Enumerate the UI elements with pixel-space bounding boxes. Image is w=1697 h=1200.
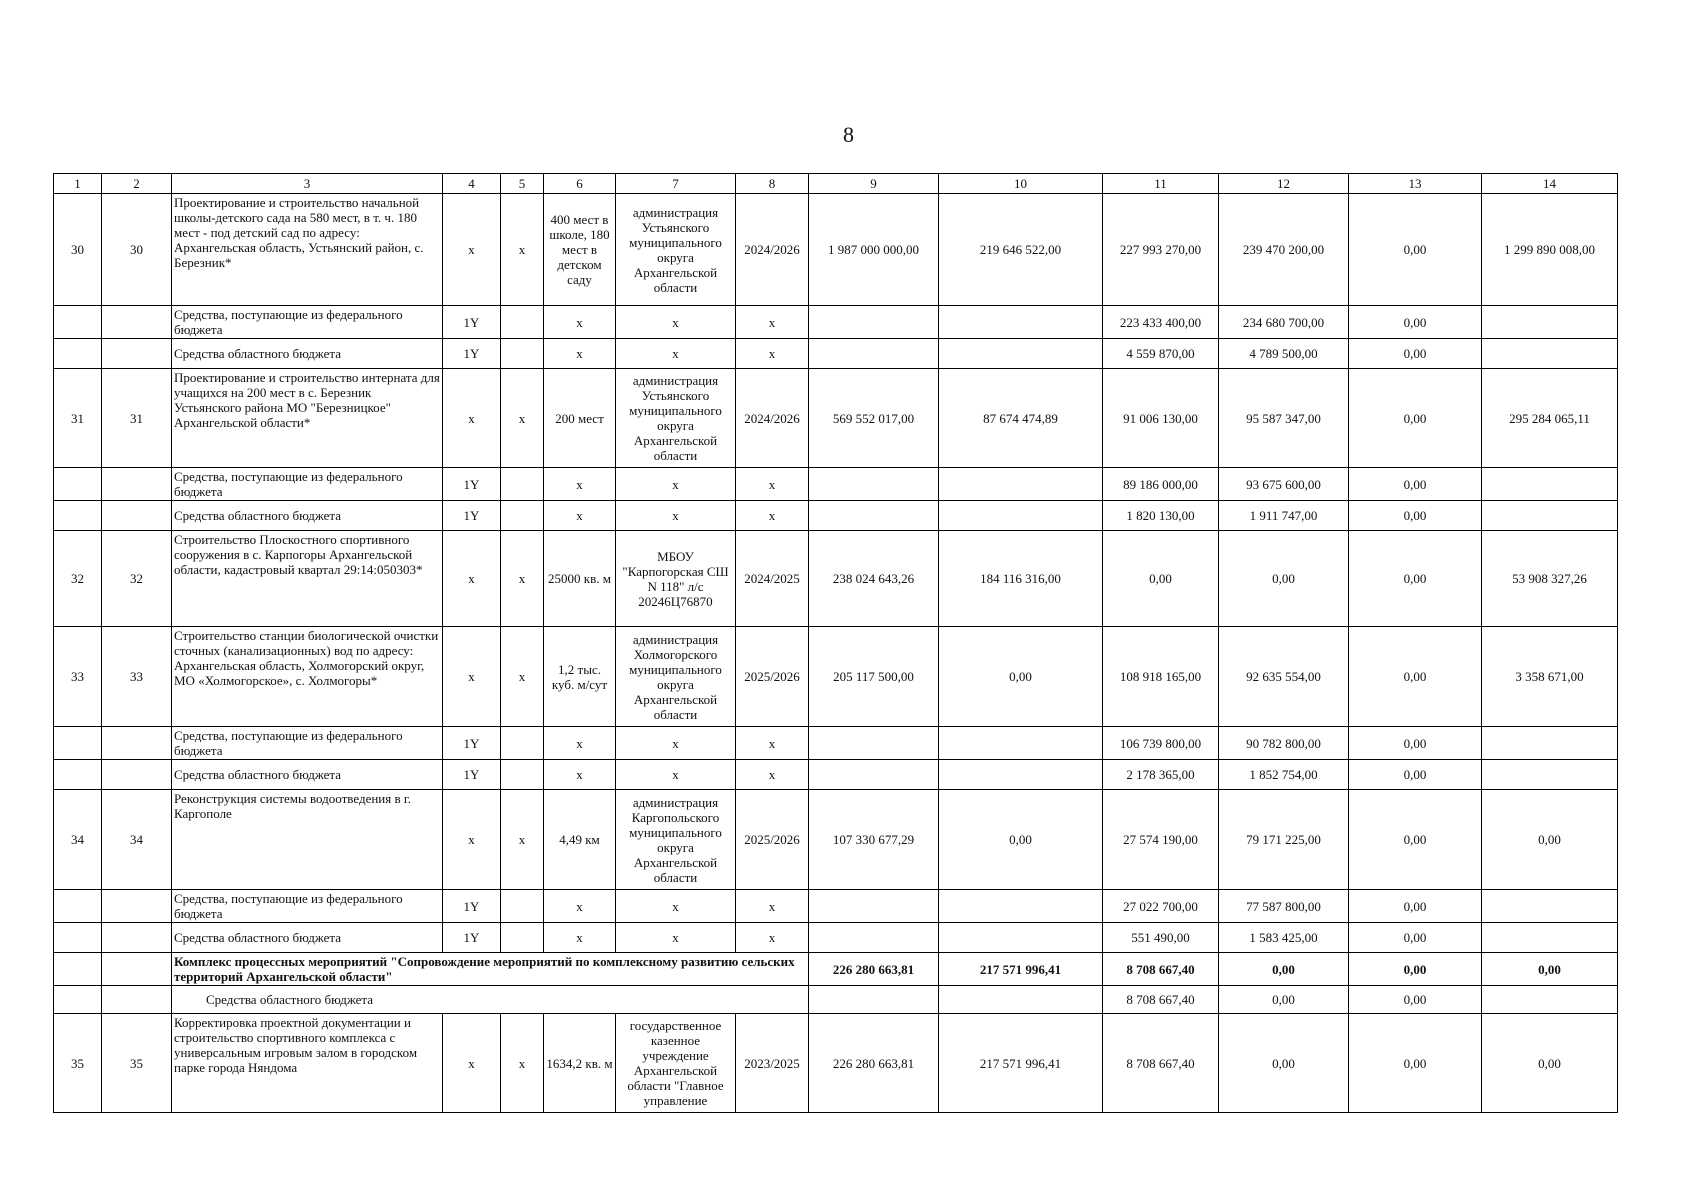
cell-col-12: 4 789 500,00 [1219, 339, 1349, 369]
cell-col-5: х [501, 531, 544, 627]
cell-col-5: х [501, 627, 544, 727]
cell-col-14 [1482, 339, 1618, 369]
cell-col-7: государственное казенное учреждение Архангельской области "Главное управление [616, 1014, 736, 1113]
cell-col-14: 295 284 065,11 [1482, 369, 1618, 468]
cell-col-11: 2 178 365,00 [1103, 760, 1219, 790]
cell-col-4: 1Y [443, 306, 501, 339]
cell-col-12: 90 782 800,00 [1219, 727, 1349, 760]
funding-source-row [54, 760, 1618, 790]
cell-col-5: х [501, 194, 544, 306]
cell-col-10: 184 116 316,00 [939, 531, 1103, 627]
cell-col-1 [54, 501, 102, 531]
cell-col-10 [939, 760, 1103, 790]
table-row [54, 627, 1618, 727]
cell-col-13: 0,00 [1349, 890, 1482, 923]
cell-col-3: Средства, поступающие из федерального бюджета [172, 468, 443, 501]
cell-col-13: 0,00 [1349, 953, 1482, 986]
cell-col-10 [939, 501, 1103, 531]
cell-col-4: х [443, 627, 501, 727]
cell-col-3: Корректировка проектной документации и строительство спортивного комплекса с универсальным игровым залом в городском парке города Няндома [172, 1014, 443, 1113]
cell-col-7: х [616, 923, 736, 953]
cell-col-2 [102, 760, 172, 790]
cell-col-2: 35 [102, 1014, 172, 1113]
cell-col-11: 91 006 130,00 [1103, 369, 1219, 468]
cell-col-3: Средства областного бюджета [172, 760, 443, 790]
cell-col-2: 33 [102, 627, 172, 727]
page-number: 8 [843, 122, 854, 147]
cell-col-14 [1482, 986, 1618, 1014]
cell-col-1: 32 [54, 531, 102, 627]
cell-col-9 [809, 306, 939, 339]
cell-col-3: Средства областного бюджета [172, 923, 443, 953]
cell-col-7: х [616, 760, 736, 790]
cell-col-1 [54, 306, 102, 339]
cell-col-8: 2025/2026 [736, 790, 809, 890]
cell-col-13: 0,00 [1349, 339, 1482, 369]
cell-col-11: 8 708 667,40 [1103, 986, 1219, 1014]
cell-col-9 [809, 468, 939, 501]
column-header-10: 10 [939, 174, 1103, 194]
cell-col-5 [501, 923, 544, 953]
cell-col-13: 0,00 [1349, 627, 1482, 727]
cell-col-14 [1482, 468, 1618, 501]
cell-col-14 [1482, 727, 1618, 760]
cell-col-10 [939, 468, 1103, 501]
cell-col-14 [1482, 923, 1618, 953]
cell-col-4: х [443, 531, 501, 627]
cell-col-8: х [736, 727, 809, 760]
column-header-14: 14 [1482, 174, 1618, 194]
cell-col-3: Строительство Плоскостного спортивного сооружения в с. Карпогоры Архангельской области, кадастровый квартал 29:14:050303* [172, 531, 443, 627]
cell-col-13: 0,00 [1349, 727, 1482, 760]
cell-col-2 [102, 306, 172, 339]
cell-col-8: 2023/2025 [736, 1014, 809, 1113]
cell-col-13: 0,00 [1349, 760, 1482, 790]
cell-col-2: 30 [102, 194, 172, 306]
cell-col-11: 4 559 870,00 [1103, 339, 1219, 369]
cell-col-1 [54, 986, 102, 1014]
cell-col-4: 1Y [443, 923, 501, 953]
cell-col-12: 1 583 425,00 [1219, 923, 1349, 953]
cell-col-2: 31 [102, 369, 172, 468]
cell-col-1 [54, 727, 102, 760]
cell-col-3: Средства областного бюджета [172, 501, 443, 531]
cell-col-10: 0,00 [939, 627, 1103, 727]
funding-source-row [54, 468, 1618, 501]
cell-col-10: 219 646 522,00 [939, 194, 1103, 306]
cell-col-8: х [736, 923, 809, 953]
cell-col-7: МБОУ "Карпогорская СШ N 118" л/с 20246Ц76870 [616, 531, 736, 627]
cell-col-3: Проектирование и строительство интерната для учащихся на 200 мест в с. Березник Устьянского района МО "Березницкое" Архангельской области* [172, 369, 443, 468]
cell-col-13: 0,00 [1349, 986, 1482, 1014]
cell-col-9 [809, 760, 939, 790]
cell-col-13: 0,00 [1349, 306, 1482, 339]
cell-col-1: 30 [54, 194, 102, 306]
cell-col-8: 2025/2026 [736, 627, 809, 727]
cell-col-12: 0,00 [1219, 953, 1349, 986]
cell-col-2 [102, 501, 172, 531]
cell-col-6: х [544, 306, 616, 339]
cell-col-6: х [544, 501, 616, 531]
cell-col-12: 0,00 [1219, 1014, 1349, 1113]
cell-col-14: 0,00 [1482, 1014, 1618, 1113]
cell-col-1 [54, 760, 102, 790]
column-header-3: 3 [172, 174, 443, 194]
cell-col-6: х [544, 727, 616, 760]
cell-col-8: х [736, 501, 809, 531]
cell-col-6: 1634,2 кв. м [544, 1014, 616, 1113]
cell-col-14 [1482, 306, 1618, 339]
cell-col-7: х [616, 339, 736, 369]
cell-col-14 [1482, 890, 1618, 923]
cell-col-11: 8 708 667,40 [1103, 953, 1219, 986]
cell-col-9: 226 280 663,81 [809, 953, 939, 986]
cell-col-14: 0,00 [1482, 953, 1618, 986]
funding-source-row [54, 890, 1618, 923]
cell-col-4: х [443, 194, 501, 306]
cell-col-10: 87 674 474,89 [939, 369, 1103, 468]
cell-col-4: х [443, 369, 501, 468]
column-header-7: 7 [616, 174, 736, 194]
cell-col-12: 234 680 700,00 [1219, 306, 1349, 339]
column-header-2: 2 [102, 174, 172, 194]
cell-col-2 [102, 727, 172, 760]
table-header-row [54, 174, 1618, 194]
complex-title: Комплекс процессных мероприятий "Сопровождение мероприятий по комплексному развитию сельских территорий Архангельской области" [172, 953, 809, 986]
cell-col-7: х [616, 727, 736, 760]
cell-col-2: 32 [102, 531, 172, 627]
cell-col-14 [1482, 501, 1618, 531]
cell-col-11: 551 490,00 [1103, 923, 1219, 953]
column-header-13: 13 [1349, 174, 1482, 194]
cell-col-14: 3 358 671,00 [1482, 627, 1618, 727]
cell-col-3: Средства областного бюджета [172, 339, 443, 369]
cell-col-11: 0,00 [1103, 531, 1219, 627]
cell-col-10 [939, 339, 1103, 369]
cell-col-9 [809, 890, 939, 923]
cell-col-7: х [616, 890, 736, 923]
cell-col-3: Строительство станции биологической очистки сточных (канализационных) вод по адресу: Архангельская область, Холмогорский округ, МО «Холмогорское», с. Холмогоры* [172, 627, 443, 727]
cell-col-7: х [616, 501, 736, 531]
cell-col-10: 0,00 [939, 790, 1103, 890]
funding-source-row [54, 306, 1618, 339]
cell-col-12: 1 852 754,00 [1219, 760, 1349, 790]
cell-col-1: 31 [54, 369, 102, 468]
cell-col-5 [501, 468, 544, 501]
cell-col-6: х [544, 890, 616, 923]
cell-col-13: 0,00 [1349, 501, 1482, 531]
cell-col-5: х [501, 790, 544, 890]
cell-col-3: Средства, поступающие из федерального бюджета [172, 727, 443, 760]
cell-col-12: 92 635 554,00 [1219, 627, 1349, 727]
cell-col-1 [54, 339, 102, 369]
cell-col-4: х [443, 1014, 501, 1113]
cell-col-4: 1Y [443, 727, 501, 760]
cell-col-9 [809, 501, 939, 531]
cell-col-9 [809, 986, 939, 1014]
cell-col-8: 2024/2026 [736, 369, 809, 468]
cell-col-9: 569 552 017,00 [809, 369, 939, 468]
cell-col-12: 0,00 [1219, 986, 1349, 1014]
cell-col-10 [939, 306, 1103, 339]
cell-col-6: 1,2 тыс. куб. м/сут [544, 627, 616, 727]
cell-col-10 [939, 890, 1103, 923]
funding-source-row [54, 923, 1618, 953]
cell-col-6: х [544, 339, 616, 369]
column-header-5: 5 [501, 174, 544, 194]
cell-col-4: х [443, 790, 501, 890]
cell-col-12: 1 911 747,00 [1219, 501, 1349, 531]
cell-col-12: 93 675 600,00 [1219, 468, 1349, 501]
cell-col-5 [501, 727, 544, 760]
cell-col-1 [54, 923, 102, 953]
cell-col-13: 0,00 [1349, 531, 1482, 627]
cell-col-9: 107 330 677,29 [809, 790, 939, 890]
cell-col-7: администрация Холмогорского муниципального округа Архангельской области [616, 627, 736, 727]
column-header-11: 11 [1103, 174, 1219, 194]
cell-col-11: 1 820 130,00 [1103, 501, 1219, 531]
cell-col-5 [501, 339, 544, 369]
cell-col-9: 238 024 643,26 [809, 531, 939, 627]
cell-col-8: х [736, 339, 809, 369]
cell-col-10 [939, 923, 1103, 953]
cell-col-7: администрация Устьянского муниципального округа Архангельской области [616, 369, 736, 468]
cell-col-6: 4,49 км [544, 790, 616, 890]
cell-col-1: 33 [54, 627, 102, 727]
cell-col-9 [809, 923, 939, 953]
cell-col-9 [809, 727, 939, 760]
cell-col-2 [102, 890, 172, 923]
cell-col-8: х [736, 306, 809, 339]
column-header-9: 9 [809, 174, 939, 194]
cell-col-4: 1Y [443, 501, 501, 531]
cell-col-6: х [544, 760, 616, 790]
cell-col-7: х [616, 468, 736, 501]
cell-col-1: 35 [54, 1014, 102, 1113]
cell-col-6: 25000 кв. м [544, 531, 616, 627]
cell-col-13: 0,00 [1349, 790, 1482, 890]
cell-col-12: 0,00 [1219, 531, 1349, 627]
cell-col-11: 27 574 190,00 [1103, 790, 1219, 890]
cell-col-12: 79 171 225,00 [1219, 790, 1349, 890]
cell-col-5 [501, 306, 544, 339]
cell-col-8: 2024/2026 [736, 194, 809, 306]
cell-col-2 [102, 953, 172, 986]
cell-col-11: 8 708 667,40 [1103, 1014, 1219, 1113]
cell-col-2 [102, 923, 172, 953]
cell-col-9: 205 117 500,00 [809, 627, 939, 727]
cell-col-12: 95 587 347,00 [1219, 369, 1349, 468]
table-row [54, 369, 1618, 468]
column-header-1: 1 [54, 174, 102, 194]
budget-table [53, 173, 1618, 1113]
cell-col-13: 0,00 [1349, 194, 1482, 306]
cell-col-7: х [616, 306, 736, 339]
cell-col-5: х [501, 1014, 544, 1113]
cell-col-14 [1482, 760, 1618, 790]
complex-regional-row [54, 986, 1618, 1014]
cell-col-6: х [544, 468, 616, 501]
cell-col-12: 239 470 200,00 [1219, 194, 1349, 306]
cell-col-7: администрация Устьянского муниципального округа Архангельской области [616, 194, 736, 306]
cell-col-5 [501, 501, 544, 531]
cell-col-2 [102, 468, 172, 501]
table-row [54, 531, 1618, 627]
cell-col-8: х [736, 890, 809, 923]
table-row [54, 790, 1618, 890]
complex-regional-title: Средства областного бюджета [172, 986, 809, 1014]
cell-col-3: Средства, поступающие из федерального бюджета [172, 890, 443, 923]
cell-col-11: 223 433 400,00 [1103, 306, 1219, 339]
cell-col-10 [939, 986, 1103, 1014]
cell-col-10: 217 571 996,41 [939, 953, 1103, 986]
cell-col-9 [809, 339, 939, 369]
funding-source-row [54, 501, 1618, 531]
cell-col-1: 34 [54, 790, 102, 890]
cell-col-11: 106 739 800,00 [1103, 727, 1219, 760]
cell-col-11: 108 918 165,00 [1103, 627, 1219, 727]
cell-col-13: 0,00 [1349, 369, 1482, 468]
cell-col-10: 217 571 996,41 [939, 1014, 1103, 1113]
cell-col-6: 200 мест [544, 369, 616, 468]
cell-col-5: х [501, 369, 544, 468]
funding-source-row [54, 339, 1618, 369]
column-header-8: 8 [736, 174, 809, 194]
cell-col-5 [501, 760, 544, 790]
cell-col-3: Реконструкция системы водоотведения в г. Каргополе [172, 790, 443, 890]
cell-col-8: х [736, 760, 809, 790]
cell-col-11: 227 993 270,00 [1103, 194, 1219, 306]
cell-col-13: 0,00 [1349, 923, 1482, 953]
cell-col-2 [102, 339, 172, 369]
table-row [54, 194, 1618, 306]
cell-col-4: 1Y [443, 339, 501, 369]
cell-col-14: 1 299 890 008,00 [1482, 194, 1618, 306]
cell-col-11: 89 186 000,00 [1103, 468, 1219, 501]
cell-col-9: 1 987 000 000,00 [809, 194, 939, 306]
cell-col-10 [939, 727, 1103, 760]
cell-col-7: администрация Каргопольского муниципального округа Архангельской области [616, 790, 736, 890]
cell-col-4: 1Y [443, 890, 501, 923]
cell-col-1 [54, 953, 102, 986]
cell-col-14: 0,00 [1482, 790, 1618, 890]
cell-col-9: 226 280 663,81 [809, 1014, 939, 1113]
column-header-12: 12 [1219, 174, 1349, 194]
cell-col-4: 1Y [443, 760, 501, 790]
column-header-6: 6 [544, 174, 616, 194]
cell-col-8: х [736, 468, 809, 501]
cell-col-11: 27 022 700,00 [1103, 890, 1219, 923]
cell-col-6: 400 мест в школе, 180 мест в детском саду [544, 194, 616, 306]
cell-col-13: 0,00 [1349, 468, 1482, 501]
cell-col-2: 34 [102, 790, 172, 890]
table-row [54, 1014, 1618, 1113]
cell-col-1 [54, 890, 102, 923]
cell-col-13: 0,00 [1349, 1014, 1482, 1113]
cell-col-3: Проектирование и строительство начальной школы-детского сада на 580 мест, в т. ч. 180 мест - под детский сад по адресу: Архангельская область, Устьянский район, с. Березник* [172, 194, 443, 306]
cell-col-6: х [544, 923, 616, 953]
cell-col-2 [102, 986, 172, 1014]
cell-col-14: 53 908 327,26 [1482, 531, 1618, 627]
cell-col-3: Средства, поступающие из федерального бюджета [172, 306, 443, 339]
cell-col-8: 2024/2025 [736, 531, 809, 627]
cell-col-5 [501, 890, 544, 923]
cell-col-12: 77 587 800,00 [1219, 890, 1349, 923]
column-header-4: 4 [443, 174, 501, 194]
complex-summary-row [54, 953, 1618, 986]
cell-col-4: 1Y [443, 468, 501, 501]
cell-col-1 [54, 468, 102, 501]
funding-source-row [54, 727, 1618, 760]
